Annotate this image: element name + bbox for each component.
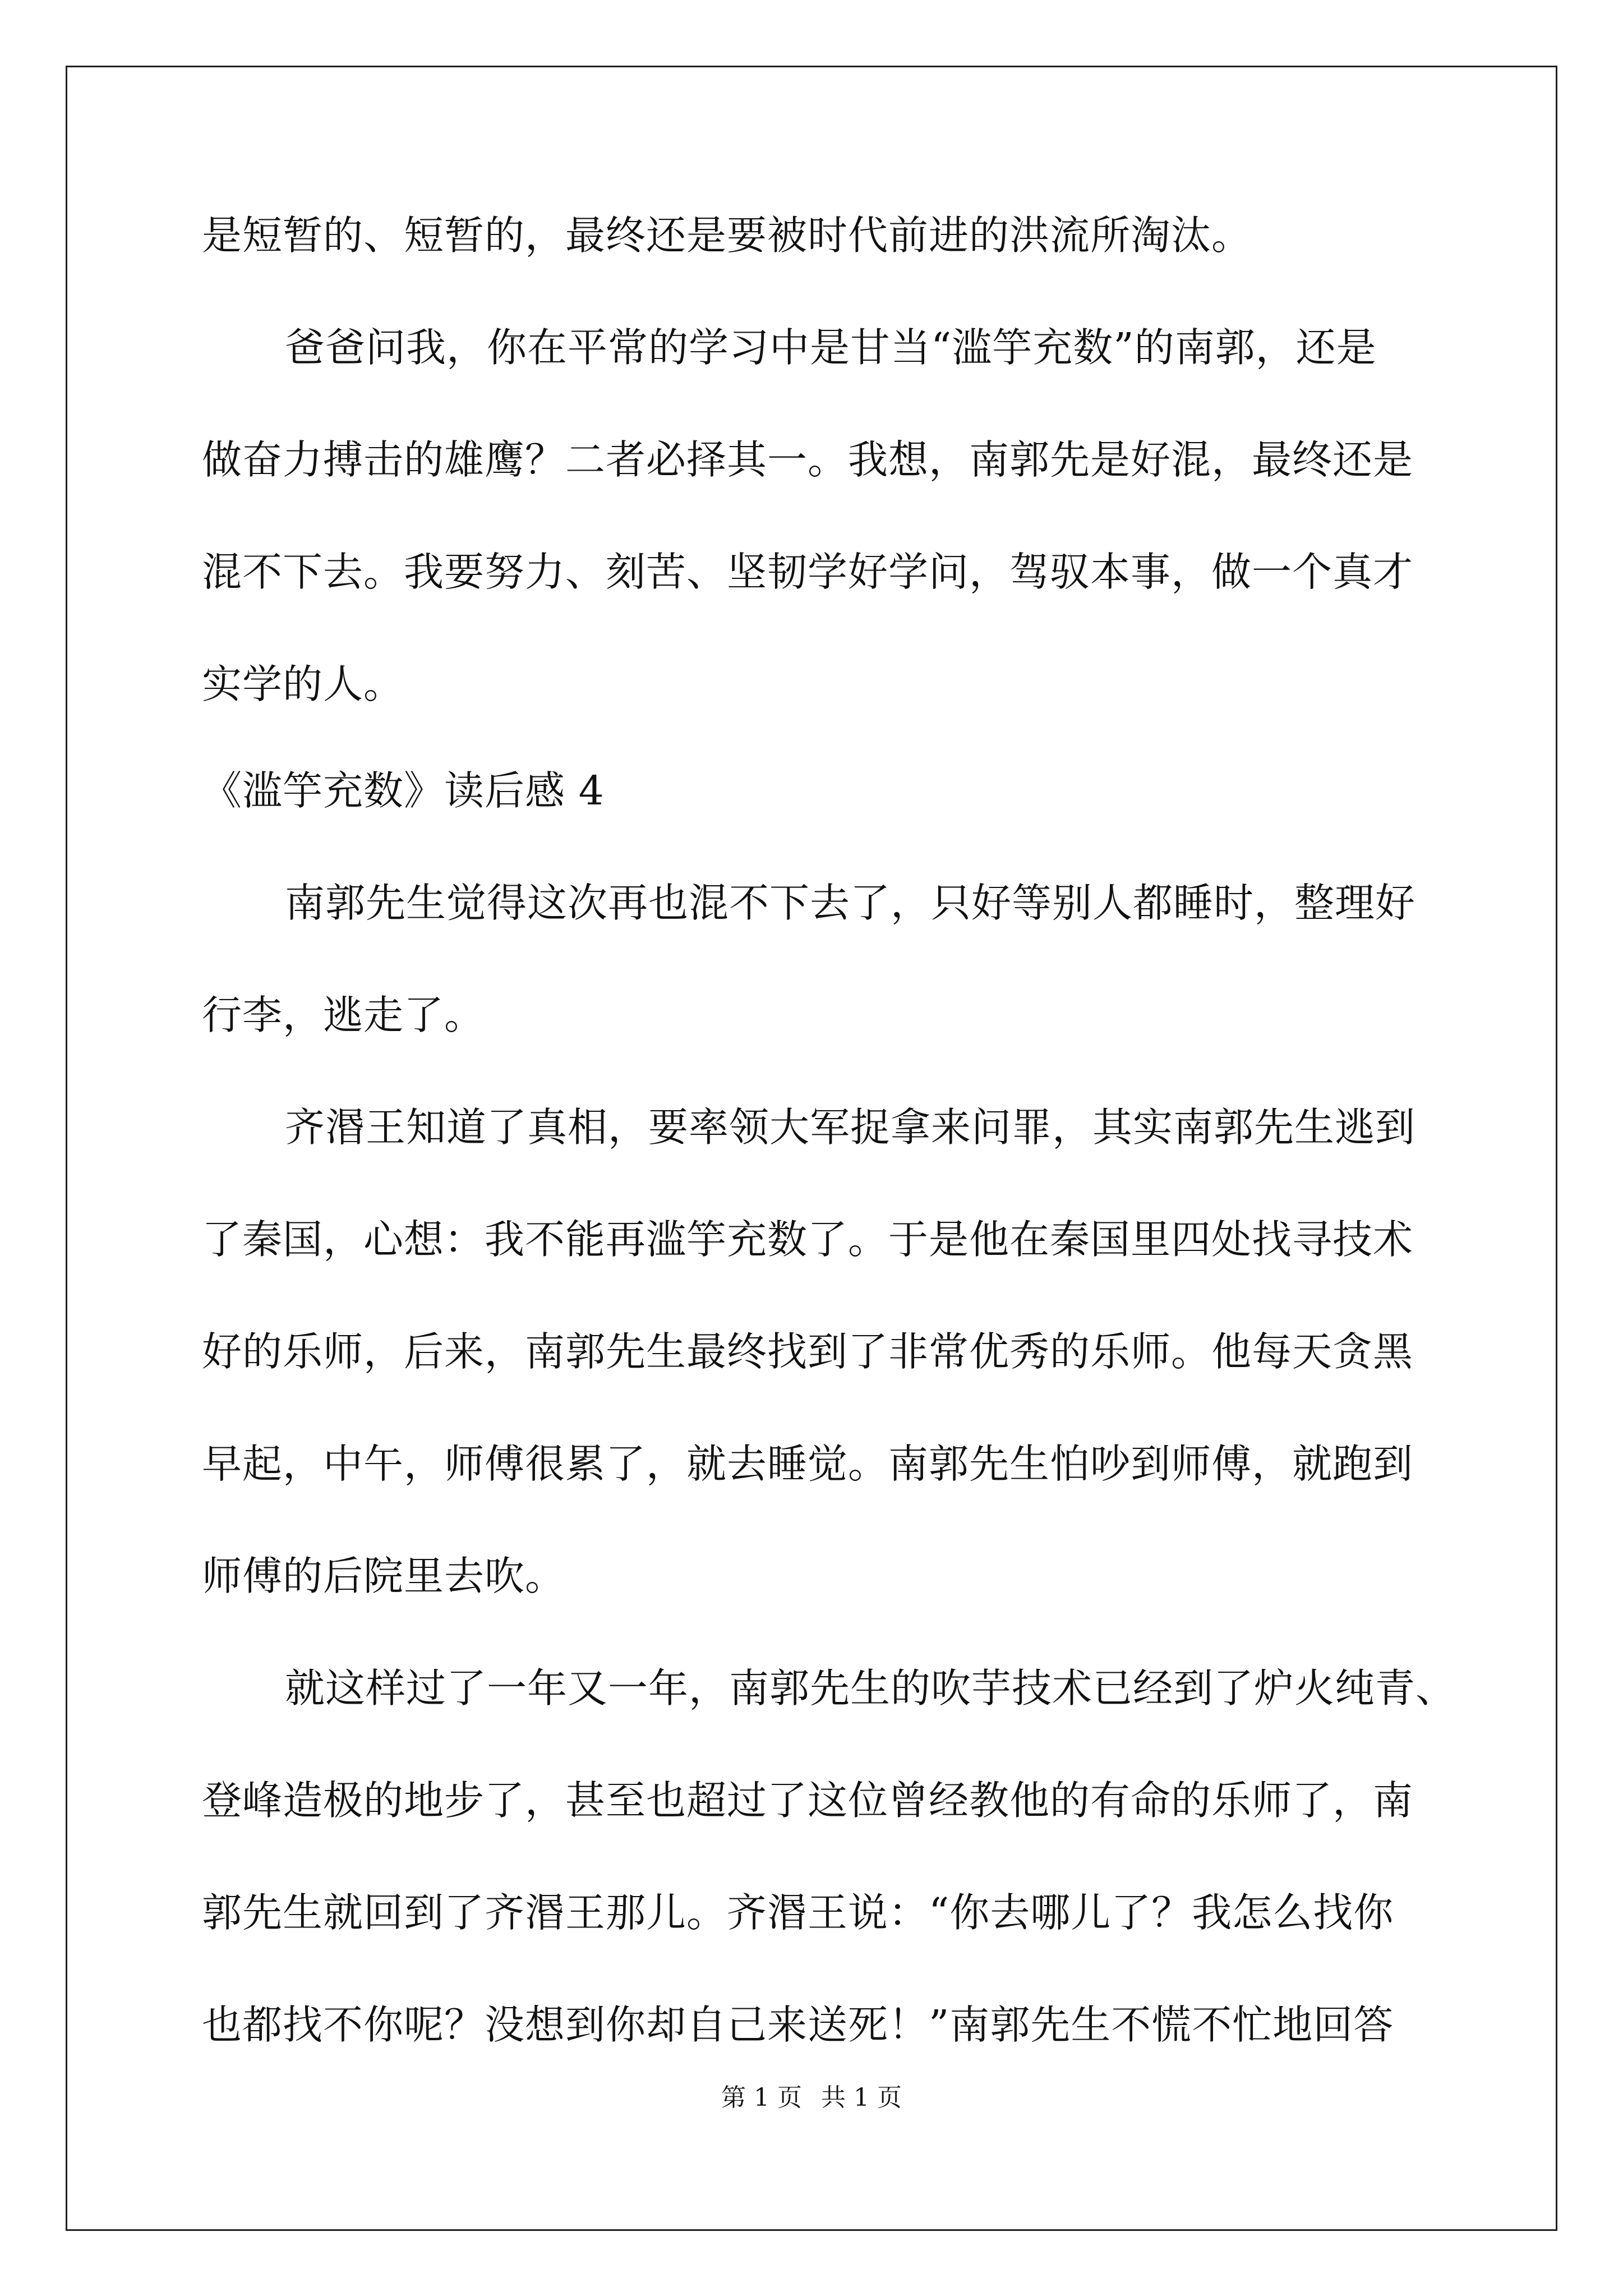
page-footer — [0, 2081, 1623, 2115]
section-heading: 《滥竽充数》读后感 4 — [202, 767, 605, 814]
text-line: 实学的人。 — [202, 661, 404, 707]
text-line: 行李，逃走了。 — [202, 992, 485, 1038]
text-line: 好的乐师，后来，南郭先生最终找到了非常优秀的乐师。他每天贪黑 — [202, 1328, 1414, 1375]
text-line: 做奋力搏击的雄鹰？二者必择其一。我想，南郭先是好混，最终还是 — [202, 436, 1414, 483]
text-line: 南郭先生觉得这次再也混不下去了，只好等别人都睡时，整理好 — [285, 880, 1416, 926]
text-line: 早起，中午，师傅很累了，就去睡觉。南郭先生怕吵到师傅，就跑到 — [202, 1441, 1414, 1487]
page-number: 第 1 页 — [721, 2083, 802, 2112]
text-line: 了秦国，心想：我不能再滥竽充数了。于是他在秦国里四处找寻技术 — [202, 1216, 1414, 1263]
text-line: 师傅的后院里去吹。 — [202, 1553, 566, 1599]
text-line: 郭先生就回到了齐湣王那儿。齐湣王说：“你去哪儿了？我怎么找你 — [202, 1889, 1394, 1936]
text-line: 也都找不你呢？没想到你却自己来送死！”南郭先生不慌不忙地回答 — [202, 2001, 1394, 2048]
text-line: 是短暂的、短暂的，最终还是要被时代前进的洪流所淘汰。 — [202, 212, 1252, 259]
page-total: 共 1 页 — [821, 2083, 902, 2112]
text-line: 就这样过了一年又一年，南郭先生的吹芋技术已经到了炉火纯青、 — [285, 1665, 1456, 1711]
text-line: 齐湣王知道了真相，要率领大军捉拿来问罪，其实南郭先生逃到 — [285, 1104, 1416, 1151]
text-line: 混不下去。我要努力、刻苦、坚韧学好学问，驾驭本事，做一个真才 — [202, 549, 1414, 595]
text-line: 登峰造极的地步了，甚至也超过了这位曾经教他的有命的乐师了，南 — [202, 1777, 1414, 1824]
text-line: 爸爸问我，你在平常的学习中是甘当“滥竽充数”的南郭，还是 — [285, 324, 1377, 371]
